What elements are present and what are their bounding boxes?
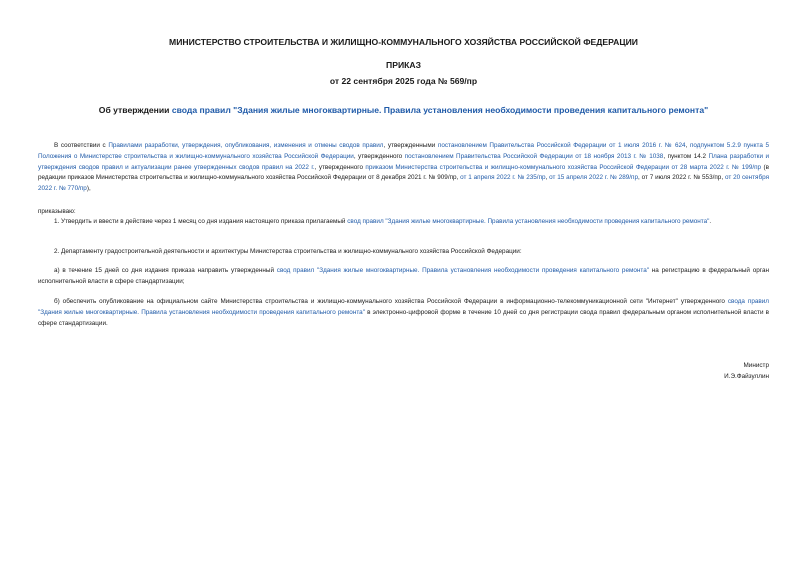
text: , от 7 июля 2022 г. № 553/пр, [638,174,725,182]
link-resolution-624[interactable]: постановлением Правительства Российской Федерации от 1 июля 2016 г. № 624 [437,142,686,149]
link-code-of-rules[interactable]: свод правил "Здания жилые многоквартирные. Правила установления необходимости проведения капитального ремонта" [347,218,710,225]
link-subclause-5-2-9[interactable]: подпунктом 5.2.9 пункта 5 Положения о Министерстве строительства и жилищно-коммунального хозяйства Российской Федерации [38,142,770,160]
link-rules[interactable]: Правилами разработки, утверждения, опубликования, изменения и отмены сводов правил [108,142,384,149]
signatory-name: И.Э.Файзуллин [724,372,769,380]
paragraph-2a [38,266,769,288]
paragraph-2 [38,247,769,258]
preamble-paragraph [38,141,769,195]
text: , [685,142,690,149]
link-order-235[interactable]: от 1 апреля 2022 г. № 235/пр [460,174,546,182]
document-type: ПРИКАЗ [386,60,421,70]
text: 1. Утвердить и ввести в действие через 1 месяц со дня издания настоящего приказа прилагаемый [54,218,348,225]
title-prefix: Об утверждении [98,105,172,115]
link-resolution-1038[interactable]: постановлением Правительства Российской Федерации от 18 ноября 2013 г. № 1038 [404,152,664,160]
signatory-position: Министр [743,362,769,369]
text: б) обеспечить опубликование на официальном сайте Министерства строительства и жилищно-коммунального хозяйства Российской Федерации в информационно-телекоммуникационной сети "Интернет" утвержденного [54,298,728,305]
text: , [545,174,550,182]
document-title [0,105,807,115]
link-order-770[interactable]: от 20 сентября 2022 г. № 770/пр [38,174,770,193]
link-plan-2022[interactable]: Плана разработки и утверждения сводов правил и актуализации ранее утвержденных сводов правил на 2022 г. [38,152,769,171]
order-word: приказываю: [38,208,76,215]
text: а) в течение 15 дней со дня издания приказа направить утвержденный [54,267,277,274]
text: , утвержденными [383,142,438,149]
paragraph-2b [38,297,769,329]
text: , утвержденного [353,152,405,160]
text: , пунктом 14.2 [663,152,709,160]
ministry-name: МИНИСТЕРСТВО СТРОИТЕЛЬСТВА И ЖИЛИЩНО-КОММУНАЛЬНОГО ХОЗЯЙСТВА РОССИЙСКОЙ ФЕДЕРАЦИИ [169,37,638,47]
text: в электронно-цифровой форме в течение 10 дней со дня регистрации свода правил федеральным органом исполнительной власти в сфере стандартизации. [38,308,769,327]
link-code-of-rules[interactable]: свод правил "Здания жилые многоквартирные. Правила установления необходимости проведения капитального ремонта" [276,267,649,274]
title-link[interactable]: свода правил "Здания жилые многоквартирные. Правила установления необходимости проведения капитального ремонта" [171,105,709,115]
text: , утвержденного [314,163,366,171]
text: 2. Департаменту градостроительной деятельности и архитектуры Министерства строительства и жилищно-коммунального хозяйства Российской Федерации: [54,248,522,255]
text: на регистрацию в федеральный орган исполнительной власти в сфере стандартизации; [38,267,769,285]
document-date-number: от 22 сентября 2025 года № 569/пр [329,76,478,86]
text: . [709,218,712,225]
text: В соответствии с [54,142,109,149]
signature-block [724,361,769,383]
text: ), [86,185,91,193]
link-order-289[interactable]: от 15 апреля 2022 г. № 289/пр [549,174,639,182]
text: (в редакции приказов Министерства строительства и жилищно-коммунального хозяйства Российской Федерации от 8 декабря 2021 г. № 909/пр [38,163,769,182]
text: , [456,174,461,182]
link-order-199[interactable]: приказом Министерства строительства и жилищно-коммунального хозяйства Российской Федерации от 28 марта 2022 г. № 199/пр [365,163,762,171]
link-code-of-rules[interactable]: свода правил "Здания жилые многоквартирные. Правила установления необходимости проведения капитального ремонта" [38,298,769,316]
paragraph-1 [38,217,769,228]
